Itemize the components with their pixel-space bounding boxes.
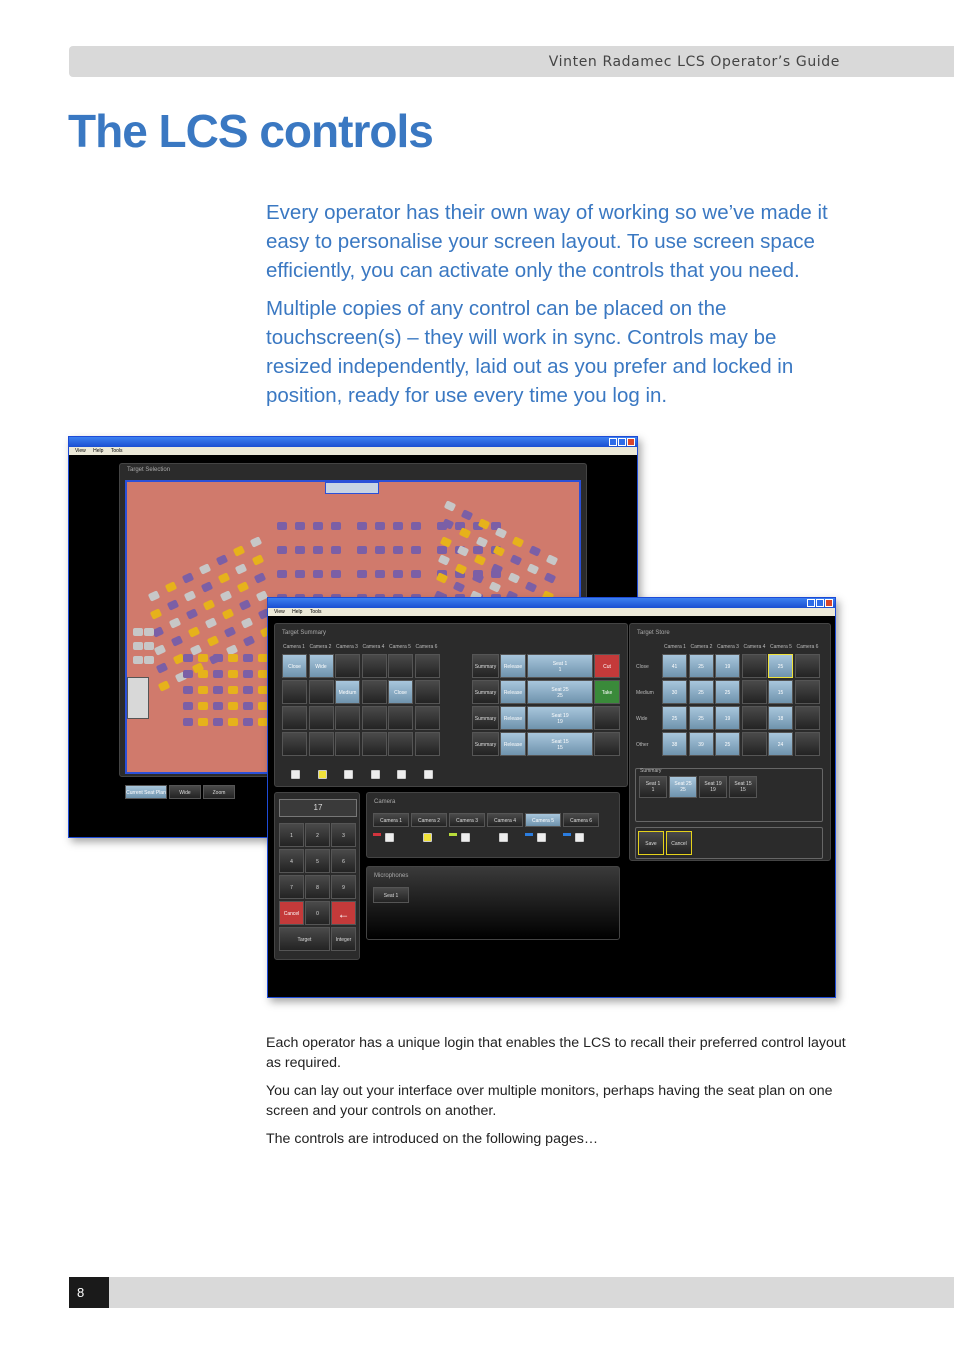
side-button[interactable] [594, 706, 620, 730]
body-paragraph: The controls are introduced on the following pages… [266, 1131, 599, 1147]
keypad-cancel-button[interactable]: Cancel [279, 901, 304, 925]
camera-color-marker [449, 833, 457, 836]
close-icon[interactable] [627, 438, 635, 446]
release-button[interactable]: Release [500, 732, 526, 756]
side-button[interactable]: Take [594, 680, 620, 704]
minimize-icon[interactable] [807, 599, 815, 607]
seat-icon[interactable] [213, 702, 223, 710]
intro-text [266, 198, 846, 419]
keypad-key[interactable]: 6 [331, 849, 356, 873]
keypad-key[interactable]: 1 [279, 823, 304, 847]
seat-button[interactable]: Seat 25 25 [527, 680, 593, 704]
seat-icon[interactable] [183, 702, 193, 710]
camera-select-button[interactable]: Camera 5 [525, 813, 561, 827]
footer-bar [69, 1277, 954, 1308]
seat-icon[interactable] [237, 581, 249, 592]
camera-column-label: Camera 4 [743, 644, 766, 650]
panel-title: Target Store [637, 630, 670, 636]
lock-icon[interactable] [397, 770, 406, 779]
summary-cell[interactable] [362, 732, 387, 756]
seat-icon[interactable] [186, 608, 198, 619]
seat-icon[interactable] [183, 654, 193, 662]
save-button[interactable]: Save [638, 831, 664, 855]
current-seat-plan-button[interactable]: Current Seat Plan [125, 785, 167, 799]
seat-icon[interactable] [495, 527, 507, 538]
seat-icon[interactable] [277, 570, 287, 578]
seat-icon[interactable] [169, 617, 181, 628]
camera-color-marker [373, 833, 381, 836]
page-number: 8 [69, 1277, 109, 1308]
panel-title: Target Selection [127, 467, 171, 473]
lock-icon[interactable] [385, 833, 394, 842]
menu-view[interactable]: View [274, 609, 285, 615]
seat-icon[interactable] [357, 522, 367, 530]
seat-icon[interactable] [243, 670, 253, 678]
keypad-key[interactable]: 9 [331, 875, 356, 899]
summary-button[interactable]: Summary [472, 680, 499, 704]
seat-icon[interactable] [527, 563, 539, 574]
summary-cell[interactable] [309, 732, 334, 756]
camera-color-marker [563, 833, 571, 836]
camera-color-marker [525, 833, 533, 836]
summary-cell[interactable] [415, 706, 440, 730]
cancel-button[interactable]: Cancel [666, 831, 692, 855]
store-cell[interactable]: 25 [662, 706, 687, 730]
seat-icon[interactable] [154, 644, 166, 655]
store-cell[interactable]: 38 [662, 732, 687, 756]
summary-cell[interactable] [388, 654, 413, 678]
keypad-key[interactable]: 0 [305, 901, 330, 925]
seat-icon[interactable] [205, 617, 217, 628]
camera-select-button[interactable]: Camera 4 [487, 813, 523, 827]
store-cell[interactable]: 25 [715, 732, 740, 756]
seat-icon[interactable] [183, 718, 193, 726]
summary-cell[interactable] [388, 732, 413, 756]
camera-select-button[interactable]: Camera 1 [373, 813, 409, 827]
seat-icon[interactable] [331, 570, 341, 578]
summary-cell[interactable] [415, 680, 440, 704]
seat-icon[interactable] [489, 581, 501, 592]
seat-icon[interactable] [357, 546, 367, 554]
maximize-icon[interactable] [816, 599, 824, 607]
seat-icon[interactable] [222, 608, 234, 619]
door-icon [127, 677, 149, 719]
summary-cell[interactable] [415, 732, 440, 756]
camera-select-button[interactable]: Camera 3 [449, 813, 485, 827]
summary-cell[interactable] [335, 732, 360, 756]
summary-cell[interactable] [282, 680, 307, 704]
seat-icon[interactable] [512, 536, 524, 547]
page-title: The LCS controls [68, 105, 433, 157]
seat-icon[interactable] [198, 718, 208, 726]
guide-title: Vinten Radamec LCS Operator’s Guide [548, 54, 840, 70]
camera-column-label: Camera 5 [389, 644, 411, 650]
store-cell[interactable] [795, 654, 820, 678]
seat-icon[interactable] [144, 628, 154, 636]
camera-select-button[interactable]: Camera 2 [411, 813, 447, 827]
seat-icon[interactable] [201, 581, 213, 592]
summary-seat-button[interactable]: Seat 25 25 [669, 776, 697, 798]
controls-window [267, 597, 836, 998]
seat-icon[interactable] [207, 635, 219, 646]
seat-icon[interactable] [474, 554, 486, 565]
seat-icon[interactable] [228, 702, 238, 710]
lock-icon[interactable] [344, 770, 353, 779]
menu-bar [268, 608, 835, 616]
seat-icon[interactable] [252, 554, 264, 565]
seat-icon[interactable] [277, 522, 287, 530]
camera-column-label: Camera 6 [796, 644, 819, 650]
seat-icon[interactable] [295, 546, 305, 554]
seat-button[interactable]: Seat 15 15 [527, 732, 593, 756]
seat-icon[interactable] [243, 635, 255, 646]
side-button[interactable]: Cut [594, 654, 620, 678]
stage-icon [325, 482, 379, 494]
store-cell[interactable]: 25 [768, 654, 793, 678]
camera-column-label: Camera 4 [362, 644, 385, 650]
lock-icon[interactable] [423, 833, 432, 842]
seat-button[interactable]: Seat 19 19 [527, 706, 593, 730]
seat-icon[interactable] [313, 522, 323, 530]
seat-icon[interactable] [133, 656, 143, 664]
seat-icon[interactable] [144, 656, 154, 664]
body-paragraph: You can lay out your interface over multiple monitors, perhaps having the seat plan on one screen and your controls on another. [266, 1083, 833, 1119]
menu-bar [69, 447, 637, 455]
store-cell[interactable]: 30 [662, 680, 687, 704]
summary-seat-button[interactable]: Seat 19 19 [699, 776, 727, 798]
lock-icon[interactable] [499, 833, 508, 842]
store-row-label: Wide [636, 716, 648, 722]
summary-button[interactable]: Summary [472, 654, 499, 678]
keypad-key[interactable]: 5 [305, 849, 330, 873]
seat-icon[interactable] [228, 686, 238, 694]
store-row-label: Medium [636, 690, 654, 696]
store-row-label: Close [636, 664, 649, 670]
window-titlebar [268, 598, 835, 608]
camera-select-button[interactable]: Camera 6 [563, 813, 599, 827]
summary-cell[interactable] [309, 680, 334, 704]
release-button[interactable]: Release [500, 680, 526, 704]
seat-icon[interactable] [213, 654, 223, 662]
seat-icon[interactable] [357, 570, 367, 578]
seat-icon[interactable] [228, 670, 238, 678]
seat-icon[interactable] [438, 554, 450, 565]
seat-icon[interactable] [493, 545, 505, 556]
seat-icon[interactable] [235, 563, 247, 574]
keypad-key[interactable]: 3 [331, 823, 356, 847]
lock-icon[interactable] [318, 770, 327, 779]
seat-icon[interactable] [228, 718, 238, 726]
minimize-icon[interactable] [609, 438, 617, 446]
camera-column-label: Camera 5 [770, 644, 792, 650]
camera-column-label: Camera 6 [415, 644, 438, 650]
seat-icon[interactable] [250, 536, 262, 547]
keypad-key[interactable]: 2 [305, 823, 330, 847]
summary-seat-button[interactable]: Seat 15 15 [729, 776, 757, 798]
body-text [266, 1033, 846, 1157]
menu-help[interactable]: Help [292, 609, 303, 615]
seat-icon[interactable] [393, 522, 403, 530]
intro-paragraph: Every operator has their own way of working so we’ve made it easy to personalise your screen layout. To use screen space efficiently, you can activate only the controls that you need. [266, 201, 828, 282]
seat-icon[interactable] [295, 570, 305, 578]
seat-icon[interactable] [198, 702, 208, 710]
seat-icon[interactable] [198, 686, 208, 694]
seat-icon[interactable] [150, 608, 162, 619]
store-cell[interactable]: 41 [662, 654, 687, 678]
seat-icon[interactable] [133, 642, 143, 650]
seat-icon[interactable] [331, 522, 341, 530]
camera-column-label: Camera 2 [690, 644, 713, 650]
intro-paragraph: Multiple copies of any control can be placed on the touchscreen(s) – they will work in sync. Controls may be resized independently, laid out as you prefer and locked in position, ready for use every time you log in. [266, 297, 794, 407]
seat-icon[interactable] [277, 546, 287, 554]
seat-icon[interactable] [228, 654, 238, 662]
window-titlebar [69, 437, 637, 447]
wide-button[interactable]: Wide [169, 785, 201, 799]
store-cell[interactable] [742, 680, 767, 704]
seat-icon[interactable] [461, 509, 473, 520]
seat-icon[interactable] [457, 545, 469, 556]
store-cell[interactable]: 25 [689, 706, 714, 730]
store-cell[interactable]: 19 [715, 654, 740, 678]
seat-icon[interactable] [544, 572, 556, 583]
seat-icon[interactable] [243, 654, 253, 662]
summary-cell[interactable]: Wide [309, 654, 334, 678]
seat-icon[interactable] [213, 718, 223, 726]
keypad-key[interactable]: 8 [305, 875, 330, 899]
seat-icon[interactable] [313, 570, 323, 578]
close-icon[interactable] [825, 599, 833, 607]
header-bar [69, 46, 954, 77]
store-cell[interactable] [795, 732, 820, 756]
store-cell[interactable] [742, 706, 767, 730]
seat-icon[interactable] [375, 570, 385, 578]
zoom-button[interactable]: Zoom [203, 785, 235, 799]
seat-icon[interactable] [133, 628, 143, 636]
summary-cell[interactable] [282, 706, 307, 730]
seat-icon[interactable] [510, 554, 522, 565]
camera-column-label: Camera 1 [664, 644, 686, 650]
seat-icon[interactable] [241, 617, 253, 628]
store-cell[interactable]: 39 [689, 732, 714, 756]
seat-icon[interactable] [437, 546, 447, 554]
summary-box-title: Summary [640, 768, 662, 774]
keypad-panel [274, 792, 360, 960]
keypad-key[interactable]: 4 [279, 849, 304, 873]
menu-help[interactable]: Help [93, 448, 104, 454]
seat-icon[interactable] [148, 590, 160, 601]
seat-icon[interactable] [375, 546, 385, 554]
seat-icon[interactable] [525, 581, 537, 592]
seat-icon[interactable] [508, 572, 520, 583]
seat-icon[interactable] [331, 546, 341, 554]
seat-icon[interactable] [203, 599, 215, 610]
seat-icon[interactable] [183, 670, 193, 678]
menu-tools[interactable]: Tools [309, 609, 322, 615]
summary-cell[interactable]: Medium [335, 680, 360, 704]
seat-icon[interactable] [188, 626, 200, 637]
store-cell[interactable]: 25 [715, 680, 740, 704]
seat-icon[interactable] [411, 546, 421, 554]
lock-icon[interactable] [291, 770, 300, 779]
lock-icon[interactable] [461, 833, 470, 842]
seat-icon[interactable] [182, 572, 194, 583]
target-summary-panel [274, 623, 628, 787]
summary-button[interactable]: Summary [472, 732, 499, 756]
seat-icon[interactable] [213, 686, 223, 694]
seat-icon[interactable] [444, 500, 456, 511]
summary-cell[interactable] [388, 706, 413, 730]
store-cell[interactable] [795, 706, 820, 730]
seat-icon[interactable] [218, 572, 230, 583]
store-row-label: Other [636, 742, 649, 748]
mic-seat-button[interactable]: Seat 1 [373, 887, 409, 903]
seat-icon[interactable] [220, 590, 232, 601]
release-button[interactable]: Release [500, 706, 526, 730]
seat-icon[interactable] [295, 522, 305, 530]
seat-icon[interactable] [546, 554, 558, 565]
target-store-panel [629, 623, 831, 861]
seat-icon[interactable] [216, 554, 228, 565]
seat-icon[interactable] [453, 581, 465, 592]
panel-title: Microphones [374, 873, 409, 879]
integer-button[interactable]: Integer [331, 927, 356, 951]
seat-icon[interactable] [375, 522, 385, 530]
store-cell[interactable] [742, 654, 767, 678]
camera-panel [366, 792, 620, 858]
seat-icon[interactable] [411, 522, 421, 530]
backspace-icon[interactable]: ← [331, 901, 356, 925]
panel-title: Target Summary [282, 630, 327, 636]
summary-button[interactable]: Summary [472, 706, 499, 730]
summary-cell[interactable] [335, 706, 360, 730]
store-cell[interactable]: 15 [768, 680, 793, 704]
summary-cell[interactable]: Close [388, 680, 413, 704]
summary-cell[interactable] [309, 706, 334, 730]
store-cell[interactable]: 25 [689, 654, 714, 678]
maximize-icon[interactable] [618, 438, 626, 446]
panel-title: Camera [374, 799, 396, 805]
target-button[interactable]: Target [279, 927, 330, 951]
menu-view[interactable]: View [75, 448, 86, 454]
seat-icon[interactable] [167, 599, 179, 610]
seat-icon[interactable] [393, 570, 403, 578]
store-cell[interactable] [795, 680, 820, 704]
camera-column-label: Camera 3 [717, 644, 739, 650]
keypad-key[interactable]: 7 [279, 875, 304, 899]
seat-icon[interactable] [243, 718, 253, 726]
summary-cell[interactable] [335, 654, 360, 678]
seat-icon[interactable] [239, 599, 251, 610]
seat-icon[interactable] [184, 590, 196, 601]
seat-icon[interactable] [144, 642, 154, 650]
seat-icon[interactable] [411, 570, 421, 578]
store-cell[interactable]: 25 [689, 680, 714, 704]
summary-cell[interactable] [362, 706, 387, 730]
summary-cell[interactable] [362, 680, 387, 704]
menu-tools[interactable]: Tools [110, 448, 123, 454]
release-button[interactable]: Release [500, 654, 526, 678]
seat-icon[interactable] [459, 527, 471, 538]
seat-icon[interactable] [198, 654, 208, 662]
seat-icon[interactable] [224, 626, 236, 637]
seat-icon[interactable] [156, 662, 168, 673]
keypad-display: 17 [279, 799, 357, 817]
store-cell[interactable] [742, 732, 767, 756]
seat-icon[interactable] [183, 686, 193, 694]
seat-icon[interactable] [158, 680, 170, 691]
seat-icon[interactable] [165, 581, 177, 592]
seat-icon[interactable] [529, 545, 541, 556]
summary-cell[interactable] [282, 732, 307, 756]
seat-icon[interactable] [243, 686, 253, 694]
store-cell[interactable]: 18 [768, 706, 793, 730]
seat-icon[interactable] [198, 670, 208, 678]
lock-icon[interactable] [537, 833, 546, 842]
summary-seat-button[interactable]: Seat 1 1 [639, 776, 667, 798]
seat-icon[interactable] [473, 546, 483, 554]
camera-column-label: Camera 2 [309, 644, 332, 650]
store-cell[interactable]: 19 [715, 706, 740, 730]
lock-icon[interactable] [575, 833, 584, 842]
camera-column-label: Camera 3 [336, 644, 358, 650]
summary-cell[interactable] [415, 654, 440, 678]
microphones-panel [366, 866, 620, 940]
summary-cell[interactable]: Close [282, 654, 307, 678]
seat-icon[interactable] [243, 702, 253, 710]
lock-icon[interactable] [371, 770, 380, 779]
summary-cell[interactable] [362, 654, 387, 678]
seat-icon[interactable] [171, 635, 183, 646]
side-button[interactable] [594, 732, 620, 756]
seat-icon[interactable] [213, 670, 223, 678]
seat-icon[interactable] [254, 572, 266, 583]
camera-column-label: Camera 1 [283, 644, 305, 650]
seat-button[interactable]: Seat 1 1 [527, 654, 593, 678]
body-paragraph: Each operator has a unique login that enables the LCS to recall their preferred control layout as required. [266, 1035, 846, 1071]
store-cell[interactable]: 24 [768, 732, 793, 756]
seat-icon[interactable] [233, 545, 245, 556]
seat-icon[interactable] [313, 546, 323, 554]
lock-icon[interactable] [424, 770, 433, 779]
seat-icon[interactable] [199, 563, 211, 574]
seat-icon[interactable] [393, 546, 403, 554]
